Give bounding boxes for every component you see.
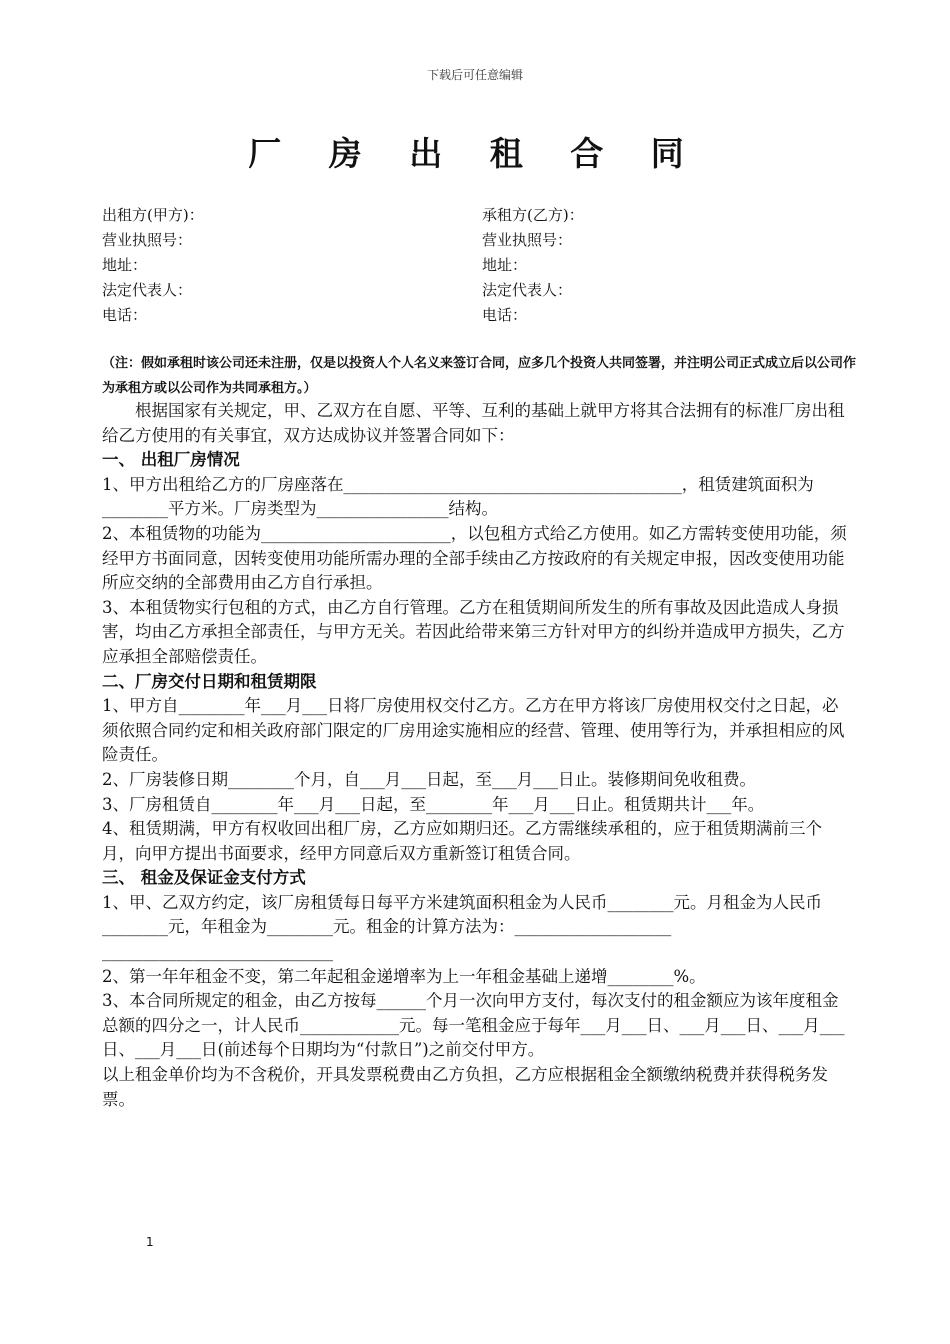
party-row [102,303,862,328]
lessor-phone-label: 电话： [102,306,148,324]
intro-paragraph: 根据国家有关规定，甲、乙双方在自愿、平等、互利的基础上就甲方将其合法拥有的标准厂房出租给乙方使用的有关事宜，双方达成协议并签署合同如下： [102,401,845,445]
blank-fill-line: ____________________________ [102,942,333,962]
party-row [102,228,862,253]
clause-paragraph: 2、厂房装修日期________个月，自___月___日起，至___月___日止。装修期间免收租费。 [102,769,756,789]
clause-paragraph: 3、本合同所规定的租金，由乙方按每______个月一次向甲方支付，每次支付的租金额应为该年度租金总额的四分之一，计人民币____________元。每一笔租金应于每年___月___日、___月___日、___月___日、___月___日(前述每个日期均为“付款日”)之前交付甲方。 [102,991,845,1060]
lessor-license-label: 营业执照号： [102,231,193,249]
party-row [102,278,862,303]
clause-paragraph: 3、本租赁物实行包租的方式，由乙方自行管理。乙方在租赁期间所发生的所有事故及因此造成人身损害，均由乙方承担全部责任，与甲方无关。若因此给带来第三方针对甲方的纠纷并造成甲方损失，乙方应承担全部赔偿责任。 [102,597,845,666]
section-heading: 三、 租金及保证金支付方式 [102,868,306,888]
section-heading: 一、 出租厂房情况 [102,450,240,470]
clause-paragraph: 1、甲方出租给乙方的厂房座落在_________________________________________，租赁建筑面积为________平方米。厂房类型为________________结构。 [102,474,814,519]
header-note: 下载后可任意编辑 [426,68,523,82]
lessee-license-label: 营业执照号： [482,231,573,249]
notice-text: （注：假如承租时该公司还未注册，仅是以投资人个人名义来签订合同，应多几个投资人共同签署，并注明公司正式成立后以公司作为承租方或以公司作为共同承租方。） [102,356,857,396]
parties-block [102,203,862,328]
lessee-phone-label: 电话： [482,306,528,324]
clause-paragraph: 3、厂房租赁自________年___月___日起，至________年___月___日止。租赁期共计___年。 [102,794,765,814]
clause-paragraph: 2、本租赁物的功能为_______________________，以包租方式给乙方使用。如乙方需转变使用功能，须经甲方书面同意，因转变使用功能所需办理的全部手续由乙方按政府的有关规定申报，因改变使用功能所应交纳的全部费用由乙方自行承担。 [102,523,847,593]
clause-paragraph: 以上租金单价均为不含税价，开具发票税费由乙方负担，乙方应根据租金全额缴纳税费并获得税务发票。 [102,1065,828,1109]
party-row [102,203,862,228]
lessor-name-label: 出租方(甲方)： [102,206,204,224]
lessee-representative-label: 法定代表人： [482,281,573,299]
contract-body [102,399,852,1112]
clause-paragraph: 4、租赁期满，甲方有权收回出租厂房，乙方应如期归还。乙方需继续承租的，应于租赁期满前三个月，向甲方提出书面要求，经甲方同意后双方重新签订租赁合同。 [102,819,822,863]
party-row [102,253,862,278]
lessee-address-label: 地址： [482,256,528,274]
clause-paragraph: 1、甲、乙双方约定，该厂房租赁每日每平方米建筑面积租金为人民币________元。月租金为人民币________元，年租金为________元。租金的计算方法为：___________________ [102,892,822,937]
clause-paragraph: 2、第一年年租金不变，第二年起租金递增率为上一年租金基础上递增________%。 [102,966,706,986]
clause-paragraph: 1、甲方自________年___月___日将厂房使用权交付乙方。乙方在甲方将该厂房使用权交付之日起，必须依照合同约定和相关政府部门限定的厂房用途实施相应的经营、管理、使用等行为，并承担相应的风险责任。 [102,696,845,765]
document-title: 厂 房 出 租 合 同 [248,134,702,173]
lessee-name-label: 承租方(乙方)： [482,206,584,224]
lessor-representative-label: 法定代表人： [102,281,193,299]
lessor-address-label: 地址： [102,256,148,274]
page-number: 1 [146,1235,154,1249]
section-heading: 二、厂房交付日期和租赁期限 [102,671,317,691]
